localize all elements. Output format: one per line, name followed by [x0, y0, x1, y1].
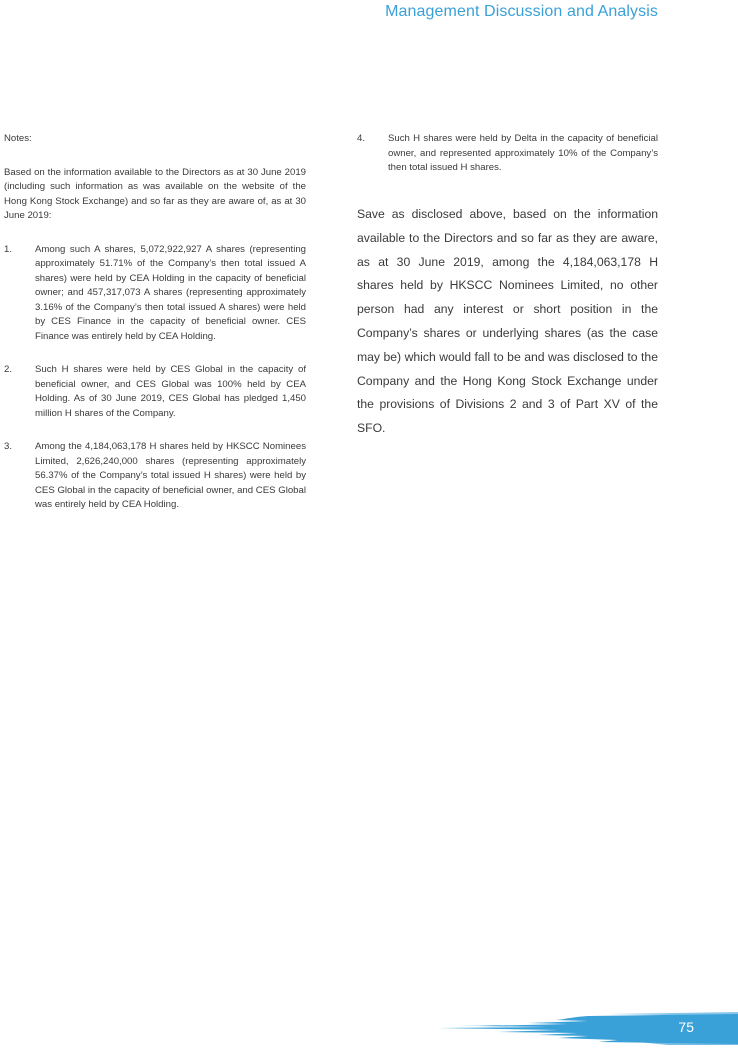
note-text: Such H shares were held by Delta in the capacity of beneficial owner, and represented approximately 10% of the Company’s then total issued H shares. — [388, 133, 658, 173]
note-item — [4, 243, 306, 345]
page-header-title: Management Discussion and Analysis — [385, 3, 658, 20]
note-number: 4. — [357, 133, 366, 144]
note-text: Such H shares were held by CES Global in the capacity of beneficial owner, and CES Global was 100% held by CEA Holding. As of 30 June 2019, CES Global has pledged 1,450 million H shares of the Company. — [35, 364, 306, 419]
notes-column-right — [357, 132, 658, 176]
note-text: Among such A shares, 5,072,922,927 A shares (representing approximately 51.71% of the Company’s then total issued A shares) were held by CEA Holding in the capacity of beneficial owner; and 457,317,073 A shares (representing approximately 3.16% of the Company’s then total issued A shares) were held by CES Finance in the capacity of beneficial owner. CES Finance was entirely held by CEA Holding. — [35, 243, 306, 342]
notes-title: Notes: — [4, 133, 32, 144]
note-text: Among the 4,184,063,178 H shares held by HKSCC Nominees Limited, 2,626,240,000 shares (representing approximately 56.37% of the Company’s total issued H shares) were held by CES Global in the capacity of beneficial owner, and CES Global was entirely held by CEA Holding. — [35, 441, 306, 510]
note-item — [357, 132, 658, 176]
notes-intro: Based on the information available to the Directors as at 30 June 2019 (including such information as was available on the website of the Hong Kong Stock Exchange) and so far as they are aware of, as at 30 June 2019: — [4, 166, 306, 221]
note-item — [4, 440, 306, 513]
page-number: 75 — [678, 1019, 694, 1035]
note-number: 1. — [4, 243, 13, 255]
disclosure-paragraph: Save as disclosed above, based on the information available to the Directors and so far as they are aware, as at 30 June 2019, among the 4,184,063,178 H shares held by HKSCC Nominees Limited, no other person had any interest or short position in the Company’s shares or underlying shares (as the case may be) which would fall to be and was disclosed to the Company and the Hong Kong Stock Exchange under the provisions of Divisions 2 and 3 of Part XV of the SFO. — [357, 207, 658, 436]
note-number: 2. — [4, 364, 13, 375]
notes-column-left — [4, 132, 306, 532]
note-number: 3. — [4, 441, 13, 452]
note-item — [4, 363, 306, 421]
